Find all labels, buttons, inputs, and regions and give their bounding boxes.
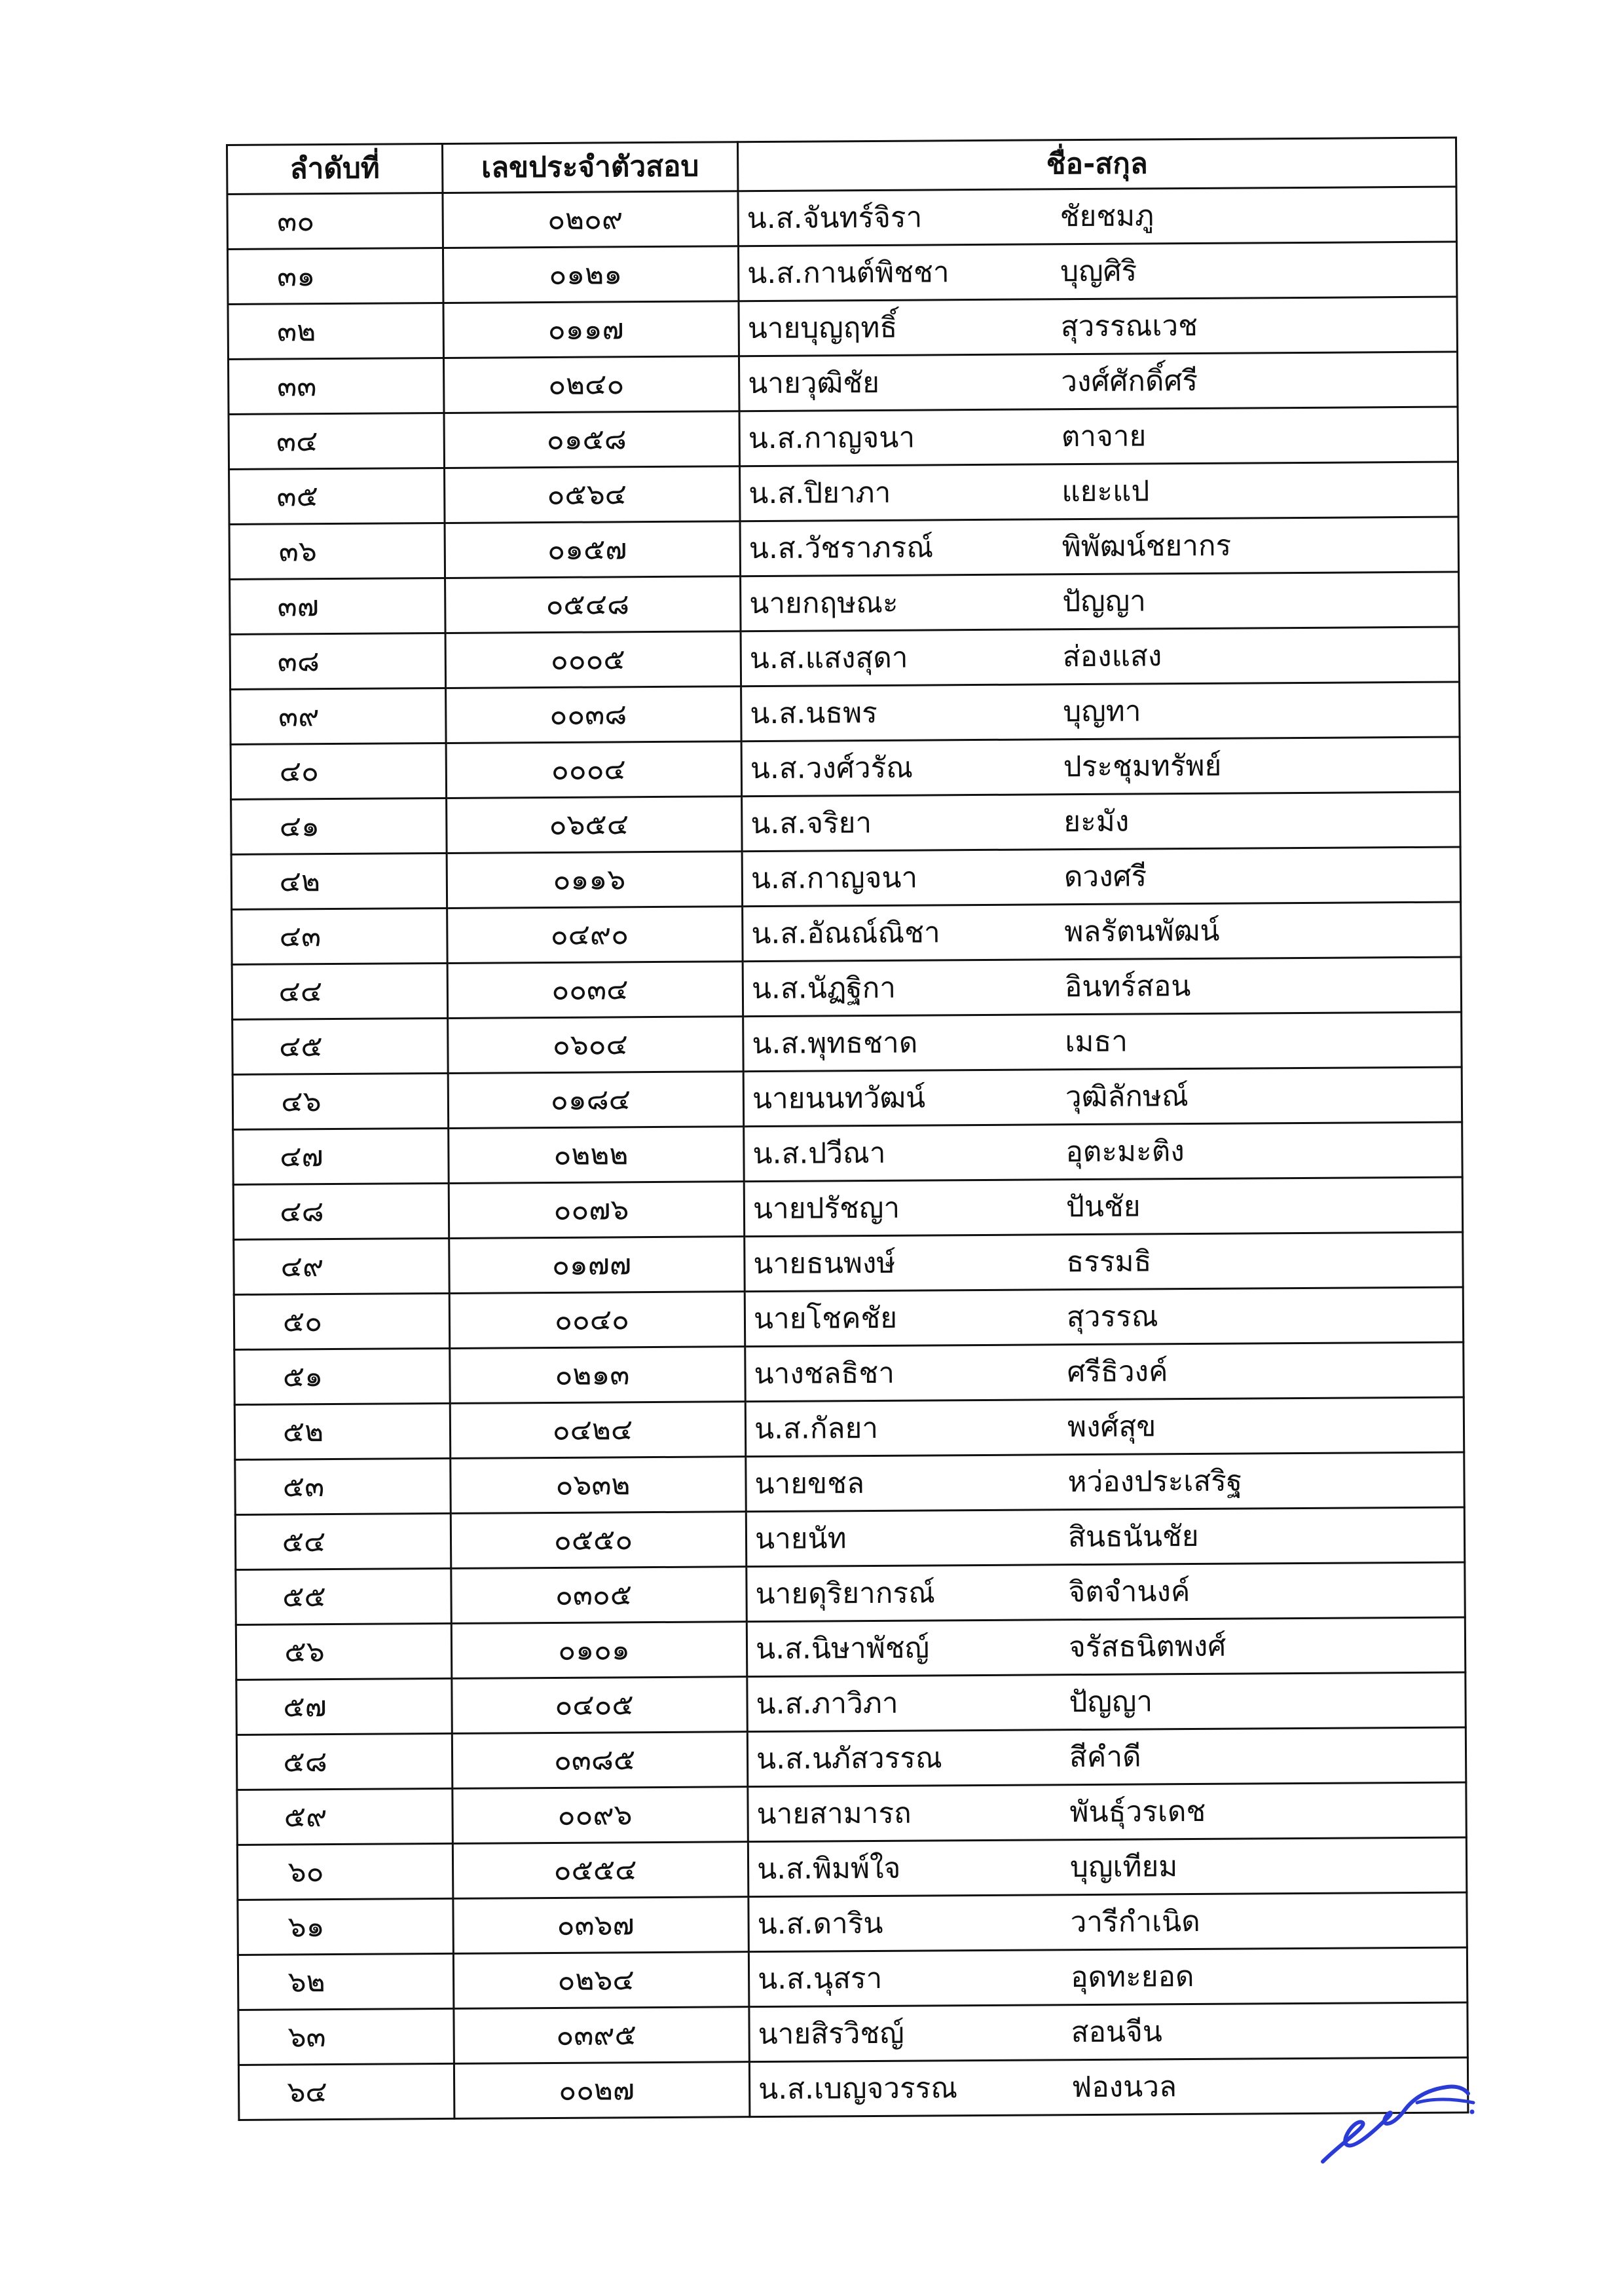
last-name: ธรรมธิ — [1066, 1244, 1152, 1279]
cell-full-name — [745, 1287, 1463, 1347]
cell-full-name — [744, 1177, 1462, 1237]
header-sequence: ลำดับที่ — [227, 143, 443, 194]
table-row — [235, 1452, 1464, 1514]
first-name: น.ส.นธพร — [750, 696, 877, 730]
table-row — [235, 1507, 1464, 1569]
table-row — [236, 1727, 1466, 1790]
sequence-number: ๕๒ — [282, 1414, 324, 1449]
cell-exam-id — [450, 1347, 746, 1404]
cell-exam-id — [450, 1402, 746, 1459]
sequence-number: ๓๔ — [276, 424, 318, 459]
cell-exam-id — [445, 576, 741, 633]
cell-full-name — [740, 462, 1458, 521]
last-name: ชัยชมภู — [1060, 198, 1154, 233]
exam-id: ๐๑๑๖ — [553, 862, 626, 897]
first-name: น.ส.กานต์พิชชา — [747, 255, 950, 290]
table-row — [231, 737, 1460, 799]
exam-id: ๐๖๕๔ — [549, 807, 629, 842]
last-name: จรัสธนิตพงศ์ — [1068, 1629, 1227, 1664]
last-name: ดวงศรี — [1063, 859, 1147, 893]
table-body — [227, 187, 1468, 2120]
cell-exam-id — [449, 1292, 745, 1349]
sequence-number: ๖๐ — [287, 1854, 324, 1888]
last-name: วงศ์ศักดิ์ศรี — [1061, 364, 1198, 398]
exam-id: ๐๐๐๕ — [550, 642, 625, 677]
cell-exam-id — [453, 1897, 749, 1954]
last-name: จิตจำนงค์ — [1068, 1574, 1190, 1609]
cell-exam-id — [453, 1952, 749, 2009]
table-row — [230, 627, 1459, 689]
exam-id: ๐๒๔๐ — [548, 367, 625, 402]
exam-id: ๐๔๙๐ — [550, 917, 629, 952]
sequence-number: ๕๓ — [282, 1469, 325, 1504]
sequence-number: ๕๕ — [282, 1579, 326, 1614]
exam-id: ๐๑๘๔ — [550, 1082, 631, 1117]
table-row — [229, 352, 1458, 414]
sequence-number: ๔๒ — [279, 864, 321, 899]
sequence-number: ๔๘ — [280, 1194, 324, 1229]
exam-id: ๐๐๓๘ — [549, 697, 627, 732]
last-name: วุฒิลักษณ์ — [1065, 1079, 1189, 1114]
cell-sequence — [237, 1788, 453, 1845]
cell-exam-id — [451, 1567, 747, 1624]
cell-sequence — [238, 1898, 454, 1955]
first-name: น.ส.อัณณ์ณิชา — [751, 915, 940, 950]
cell-exam-id — [449, 1237, 745, 1294]
cell-exam-id — [452, 1842, 748, 1899]
cell-full-name — [741, 572, 1459, 631]
first-name: น.ส.ภาวิภา — [756, 1686, 898, 1721]
table-row — [231, 792, 1460, 854]
last-name: สอนจีน — [1071, 2014, 1163, 2049]
sequence-number: ๔๖ — [281, 1084, 322, 1119]
cell-exam-id — [443, 246, 739, 303]
cell-exam-id — [445, 631, 741, 688]
cell-exam-id — [451, 1512, 747, 1569]
table-row — [238, 2057, 1467, 2120]
sequence-number: ๕๑ — [282, 1359, 323, 1394]
cell-full-name — [747, 1727, 1466, 1787]
cell-full-name — [747, 1617, 1465, 1677]
first-name: นายนนทวัฒน์ — [752, 1081, 926, 1116]
first-name: น.ส.ปิยาภา — [748, 476, 891, 510]
table-row — [237, 1837, 1466, 1900]
cell-sequence — [234, 1403, 451, 1459]
first-name: นายนัท — [754, 1521, 847, 1556]
sequence-number: ๔๙ — [280, 1249, 324, 1284]
sequence-number: ๔๑ — [279, 809, 320, 844]
exam-id: ๐๖๐๔ — [552, 1027, 629, 1062]
table-row — [236, 1562, 1465, 1624]
sequence-number: ๓๓ — [277, 369, 317, 404]
cell-full-name — [740, 517, 1458, 576]
sequence-number: ๓๒ — [277, 314, 316, 348]
table-row — [229, 462, 1458, 524]
cell-sequence — [227, 193, 443, 249]
cell-sequence — [229, 358, 445, 414]
table-row — [234, 1287, 1463, 1349]
cell-full-name — [745, 1397, 1464, 1457]
cell-sequence — [236, 1678, 452, 1735]
cell-sequence — [233, 1183, 449, 1239]
last-name: พันธุ์วรเดช — [1069, 1794, 1206, 1829]
last-name: บุญเทียม — [1069, 1849, 1178, 1884]
first-name: น.ส.ดาริน — [757, 1906, 883, 1941]
cell-sequence — [237, 1843, 453, 1900]
signature-mark — [1316, 2063, 1480, 2188]
last-name: พงศ์สุข — [1067, 1409, 1156, 1444]
table-row — [230, 572, 1459, 634]
first-name: น.ส.วัชราภรณ์ — [748, 530, 934, 565]
sequence-number: ๓๙ — [278, 699, 320, 734]
last-name: เมธา — [1065, 1024, 1128, 1059]
cell-full-name — [745, 1232, 1463, 1292]
cell-sequence — [234, 1348, 451, 1404]
cell-exam-id — [454, 2062, 750, 2119]
last-name: อินทร์สอน — [1064, 969, 1191, 1004]
cell-sequence — [229, 468, 445, 524]
cell-full-name — [749, 2002, 1467, 2062]
cell-exam-id — [443, 301, 739, 358]
first-name: นายสามารถ — [756, 1796, 912, 1831]
table-row — [232, 1067, 1462, 1129]
first-name: น.ส.ปวีณา — [752, 1136, 886, 1171]
exam-id: ๐๒๑๓ — [555, 1357, 630, 1392]
sequence-number: ๓๐ — [277, 204, 315, 238]
table-header-row — [227, 138, 1456, 194]
cell-full-name — [741, 737, 1460, 797]
last-name: หว่องประเสริฐ — [1067, 1464, 1243, 1499]
cell-exam-id — [452, 1732, 748, 1789]
exam-id: ๐๑๕๘ — [546, 422, 627, 457]
sequence-number: ๖๔ — [287, 2074, 327, 2109]
cell-full-name — [747, 1672, 1466, 1732]
exam-id: ๐๐๓๔ — [551, 972, 629, 1007]
candidate-list-table — [226, 137, 1469, 2121]
last-name: วารีกำเนิด — [1070, 1904, 1200, 1939]
cell-exam-id — [444, 411, 740, 468]
cell-exam-id — [452, 1787, 748, 1844]
exam-id: ๐๐๙๖ — [557, 1797, 633, 1832]
first-name: น.ส.กัลยา — [754, 1411, 879, 1446]
table-row — [236, 1617, 1465, 1680]
cell-full-name — [748, 1892, 1467, 1952]
cell-full-name — [745, 1342, 1464, 1402]
table-row — [234, 1397, 1464, 1459]
cell-full-name — [741, 627, 1459, 686]
table-row — [228, 297, 1457, 359]
cell-exam-id — [452, 1677, 748, 1734]
last-name: ส่องแสง — [1062, 639, 1162, 673]
cell-exam-id — [447, 797, 743, 854]
last-name: ยะมัง — [1063, 804, 1130, 838]
cell-sequence — [234, 1293, 450, 1349]
last-name: แยะแป — [1061, 474, 1150, 508]
cell-full-name — [748, 1947, 1467, 2007]
exam-id: ๐๒๖๔ — [557, 1962, 635, 1997]
cell-sequence — [238, 1953, 454, 2010]
last-name: อุตะมะติง — [1065, 1134, 1185, 1169]
table-row — [237, 1782, 1466, 1845]
cell-sequence — [230, 578, 446, 634]
first-name: น.ส.จริยา — [750, 806, 872, 840]
header-exam-id: เลขประจำตัวสอบ — [443, 142, 738, 193]
cell-sequence — [231, 798, 447, 854]
table-row — [229, 407, 1458, 469]
cell-sequence — [238, 2063, 454, 2120]
table-row — [227, 242, 1456, 304]
table-row — [232, 957, 1461, 1019]
first-name: นายกฤษณะ — [749, 586, 898, 620]
cell-exam-id — [449, 1182, 745, 1239]
cell-exam-id — [443, 191, 739, 248]
exam-id: ๐๔๒๔ — [552, 1412, 633, 1447]
table-row — [234, 1232, 1463, 1294]
cell-full-name — [742, 847, 1460, 907]
exam-id: ๐๓๐๕ — [555, 1577, 633, 1612]
cell-exam-id — [448, 1017, 744, 1074]
exam-id: ๐๕๔๘ — [545, 587, 630, 622]
sequence-number: ๔๗ — [280, 1139, 323, 1174]
first-name: น.ส.จันทร์จิรา — [747, 200, 923, 235]
last-name: ตาจาย — [1061, 419, 1147, 453]
table-row — [233, 1177, 1462, 1239]
cell-sequence — [235, 1513, 451, 1569]
cell-exam-id — [447, 962, 743, 1019]
cell-exam-id — [446, 741, 742, 798]
cell-exam-id — [447, 852, 743, 909]
first-name: นายปรัชญา — [752, 1191, 900, 1226]
cell-exam-id — [454, 2007, 750, 2064]
first-name: น.ส.นภัสวรรณ — [756, 1740, 942, 1776]
cell-sequence — [238, 2008, 454, 2065]
exam-id: ๐๑๑๗ — [547, 312, 624, 347]
cell-full-name — [738, 242, 1456, 301]
cell-full-name — [741, 682, 1460, 741]
cell-sequence — [232, 963, 448, 1019]
exam-id: ๐๑๗๗ — [551, 1247, 632, 1282]
last-name: พิพัฒน์ชยากร — [1061, 529, 1232, 563]
table-row — [236, 1672, 1466, 1735]
cell-exam-id — [447, 907, 743, 964]
exam-id: ๐๓๘๕ — [553, 1742, 636, 1777]
table-row — [232, 902, 1461, 964]
first-name: นายธนพงษ์ — [753, 1246, 896, 1281]
first-name: นายขชล — [754, 1466, 865, 1501]
first-name: นายโชคชัย — [753, 1301, 898, 1336]
first-name: น.ส.นัฏฐิกา — [751, 971, 896, 1005]
last-name: สินธนันชัย — [1067, 1519, 1199, 1554]
sequence-number: ๕๗ — [283, 1689, 327, 1724]
sequence-number: ๔๐ — [279, 754, 320, 789]
sequence-number: ๓๖ — [278, 534, 317, 569]
cell-sequence — [227, 248, 443, 304]
cell-exam-id — [446, 686, 742, 743]
cell-sequence — [228, 303, 444, 359]
last-name: สุวรรณเวช — [1060, 309, 1198, 343]
cell-sequence — [235, 1458, 451, 1514]
sequence-number: ๖๑ — [287, 1909, 325, 1943]
table-row — [238, 1892, 1467, 1955]
last-name: ศรีธิวงค์ — [1067, 1354, 1168, 1389]
sequence-number: ๓๘ — [277, 644, 320, 679]
cell-exam-id — [445, 466, 741, 523]
cell-full-name — [742, 792, 1460, 852]
exam-id: ๐๕๕๐ — [553, 1522, 633, 1557]
exam-id: ๐๒๐๙ — [547, 202, 623, 236]
sequence-number: ๖๓ — [287, 2019, 326, 2054]
last-name: ฟองนวล — [1071, 2069, 1177, 2104]
exam-id: ๐๐๗๖ — [553, 1192, 629, 1227]
first-name: นายดุริยากรณ์ — [755, 1575, 936, 1611]
cell-full-name — [746, 1507, 1464, 1567]
cell-full-name — [746, 1452, 1464, 1512]
sequence-number: ๕๔ — [282, 1524, 326, 1559]
last-name: อุดทะยอด — [1070, 1959, 1194, 1994]
first-name: นางชลธิชา — [754, 1356, 895, 1391]
exam-id: ๐๐๔๐ — [554, 1302, 630, 1337]
last-name: พลรัตนพัฒน์ — [1064, 914, 1220, 948]
first-name: น.ส.กาญจนา — [748, 421, 915, 455]
last-name: ประชุมทรัพย์ — [1063, 749, 1222, 783]
cell-full-name — [747, 1562, 1465, 1622]
sequence-number: ๕๐ — [282, 1304, 323, 1339]
last-name: บุญศิริ — [1060, 254, 1137, 288]
last-name: ปันชัย — [1065, 1189, 1141, 1224]
sequence-number: ๓๑ — [277, 259, 316, 293]
exam-id: ๐๓๖๗ — [557, 1907, 635, 1942]
cell-full-name — [739, 407, 1458, 466]
first-name: น.ส.นิษาพัชญ์ — [755, 1630, 930, 1666]
sequence-number: ๔๕ — [278, 1029, 323, 1064]
cell-exam-id — [445, 521, 741, 578]
sequence-number: ๕๙ — [284, 1799, 327, 1834]
exam-id: ๐๑๕๗ — [547, 532, 627, 567]
first-name: น.ส.วงศ์วรัณ — [750, 751, 913, 785]
cell-sequence — [233, 1128, 449, 1184]
cell-sequence — [231, 743, 447, 799]
cell-sequence — [232, 1073, 449, 1129]
cell-sequence — [230, 633, 446, 689]
exam-id: ๐๖๓๒ — [555, 1467, 631, 1502]
cell-full-name — [738, 187, 1456, 246]
first-name: น.ส.นุสรา — [757, 1961, 883, 1996]
table-row — [231, 682, 1460, 744]
first-name: นายวุฒิชัย — [748, 366, 880, 400]
first-name: น.ส.กาญจนา — [750, 861, 918, 895]
table-row — [238, 2002, 1467, 2065]
exam-id: ๐๕๖๔ — [547, 477, 627, 512]
first-name: น.ส.พุทธชาด — [752, 1026, 918, 1061]
sequence-number: ๕๖ — [284, 1634, 325, 1668]
cell-sequence — [229, 413, 445, 469]
table-row — [233, 1122, 1462, 1184]
cell-exam-id — [451, 1457, 747, 1514]
sequence-number: ๔๓ — [279, 919, 322, 954]
cell-exam-id — [444, 356, 740, 413]
cell-full-name — [739, 352, 1457, 411]
cell-sequence — [236, 1568, 452, 1624]
header-full-name: ชื่อ-สกุล — [737, 138, 1456, 191]
sequence-number: ๔๔ — [278, 974, 323, 1009]
cell-full-name — [743, 902, 1461, 962]
table-row — [231, 847, 1460, 909]
sequence-number: ๕๘ — [283, 1744, 327, 1779]
cell-exam-id — [448, 1072, 744, 1129]
table-row — [234, 1342, 1464, 1404]
first-name: น.ส.พิมพ์ใจ — [756, 1851, 901, 1886]
exam-id: ๐๑๒๑ — [549, 257, 623, 291]
table-row — [232, 1012, 1462, 1074]
cell-sequence — [234, 1238, 450, 1294]
cell-exam-id — [451, 1622, 747, 1679]
table-row — [238, 1947, 1467, 2010]
cell-full-name — [743, 1067, 1462, 1127]
cell-sequence — [232, 1018, 449, 1074]
table-row — [227, 187, 1456, 249]
last-name: ปัญญา — [1062, 584, 1147, 618]
cell-sequence — [236, 1623, 452, 1680]
sequence-number: ๓๗ — [277, 589, 320, 624]
first-name: น.ส.เบญจวรรณ — [758, 2071, 958, 2106]
exam-id: ๐๒๒๒ — [553, 1137, 629, 1172]
cell-full-name — [748, 1782, 1466, 1842]
cell-sequence — [236, 1733, 452, 1790]
sequence-number: ๖๒ — [287, 1964, 325, 1999]
exam-id: ๐๔๐๕ — [555, 1687, 634, 1722]
last-name: สุวรรณ — [1066, 1299, 1158, 1334]
sequence-number: ๓๕ — [276, 479, 319, 514]
cell-exam-id — [449, 1127, 745, 1184]
exam-id: ๐๓๙๕ — [556, 2018, 637, 2052]
cell-full-name — [743, 1012, 1462, 1072]
table-row — [229, 517, 1458, 579]
cell-sequence — [231, 688, 447, 744]
last-name: ปัญญา — [1069, 1684, 1153, 1719]
first-name: นายสิรวิชญ์ — [758, 2016, 904, 2051]
first-name: น.ส.แสงสุดา — [749, 641, 908, 675]
last-name: บุญทา — [1063, 694, 1141, 728]
cell-sequence — [232, 908, 448, 964]
cell-sequence — [229, 523, 445, 579]
cell-full-name — [744, 1122, 1462, 1182]
first-name: นายบุญฤทธิ์ — [747, 310, 898, 345]
cell-full-name — [739, 297, 1457, 356]
exam-id: ๐๑๐๑ — [558, 1632, 630, 1667]
cell-sequence — [231, 853, 447, 909]
cell-full-name — [743, 957, 1461, 1017]
exam-id: ๐๕๕๔ — [553, 1852, 637, 1887]
exam-id: ๐๐๒๗ — [559, 2073, 635, 2107]
cell-full-name — [748, 1837, 1466, 1897]
exam-id: ๐๐๐๔ — [551, 752, 626, 787]
last-name: สีคำดี — [1069, 1740, 1141, 1774]
